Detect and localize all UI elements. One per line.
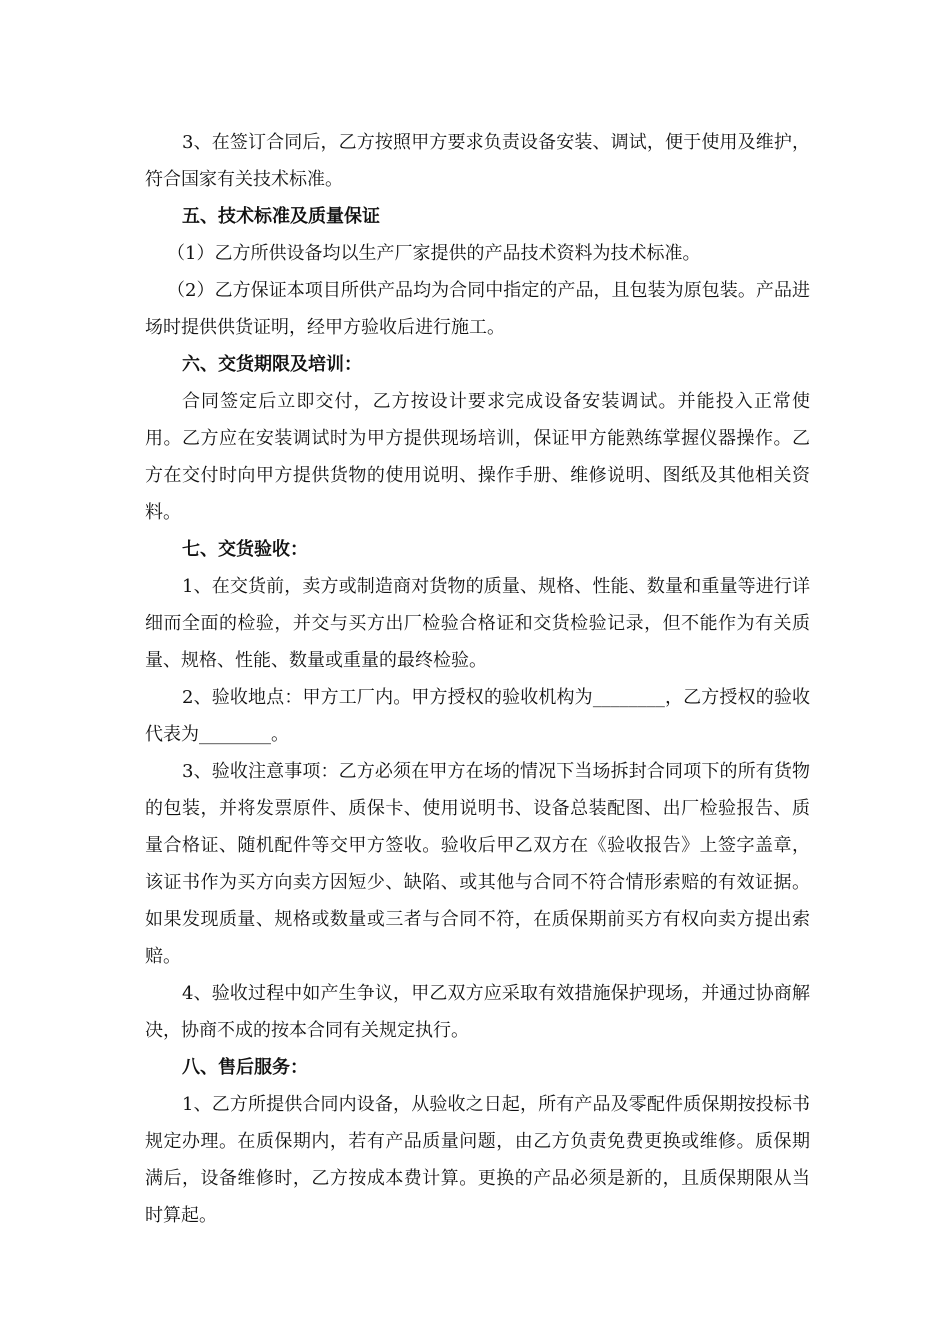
clause-install-paragraph: 3、在签订合同后，乙方按照甲方要求负责设备安装、调试，便于使用及维护，符合国家有关技术标准。 xyxy=(145,132,810,190)
clause-technical-standard-1: （1）乙方所供设备均以生产厂家提供的产品技术资料为技术标准。 xyxy=(167,243,701,264)
clause-acceptance-2: 2、验收地点：甲方工厂内。甲方授权的验收机构为________，乙方授权的验收代表为________。 xyxy=(145,687,810,745)
clause-acceptance-4: 4、验收过程中如产生争议，甲乙双方应采取有效措施保护现场，并通过协商解决，协商不成的按本合同有关规定执行。 xyxy=(145,983,810,1041)
section-heading-technical-standards: 五、技术标准及质量保证 xyxy=(182,206,380,227)
section-heading-after-sales: 八、售后服务： xyxy=(182,1057,308,1078)
clause-after-sales-1: 1、乙方所提供合同内设备，从验收之日起，所有产品及零配件质保期按投标书规定办理。在质保期内，若有产品质量问题，由乙方负责免费更换或维修。质保期满后，设备维修时，乙方按成本费计算。更换的产品必须是新的，且质保期限从当时算起。 xyxy=(145,1094,810,1226)
section-heading-delivery-training: 六、交货期限及培训： xyxy=(182,354,362,375)
document-page xyxy=(145,124,810,1234)
clause-technical-standard-2: （2）乙方保证本项目所供产品均为合同中指定的产品，且包装为原包装。产品进场时提供供货证明，经甲方验收后进行施工。 xyxy=(145,280,810,338)
section-heading-acceptance: 七、交货验收： xyxy=(182,539,308,560)
clause-acceptance-3: 3、验收注意事项：乙方必须在甲方在场的情况下当场拆封合同项下的所有货物的包装，并将发票原件、质保卡、使用说明书、设备总装配图、出厂检验报告、质量合格证、随机配件等交甲方签收。验收后甲乙双方在《验收报告》上签字盖章，该证书作为买方向卖方因短少、缺陷、或其他与合同不符合情形索赔的有效证据。如果发现质量、规格或数量或三者与合同不符，在质保期前买方有权向卖方提出索赔。 xyxy=(145,761,810,967)
clause-acceptance-1: 1、在交货前，卖方或制造商对货物的质量、规格、性能、数量和重量等进行详细而全面的检验，并交与买方出厂检验合格证和交货检验记录，但不能作为有关质量、规格、性能、数量或重量的最终检验。 xyxy=(145,576,810,671)
clause-delivery-training: 合同签定后立即交付，乙方按设计要求完成设备安装调试。并能投入正常使用。乙方应在安装调试时为甲方提供现场培训，保证甲方能熟练掌握仪器操作。乙方在交付时向甲方提供货物的使用说明、操作手册、维修说明、图纸及其他相关资料。 xyxy=(145,391,810,523)
